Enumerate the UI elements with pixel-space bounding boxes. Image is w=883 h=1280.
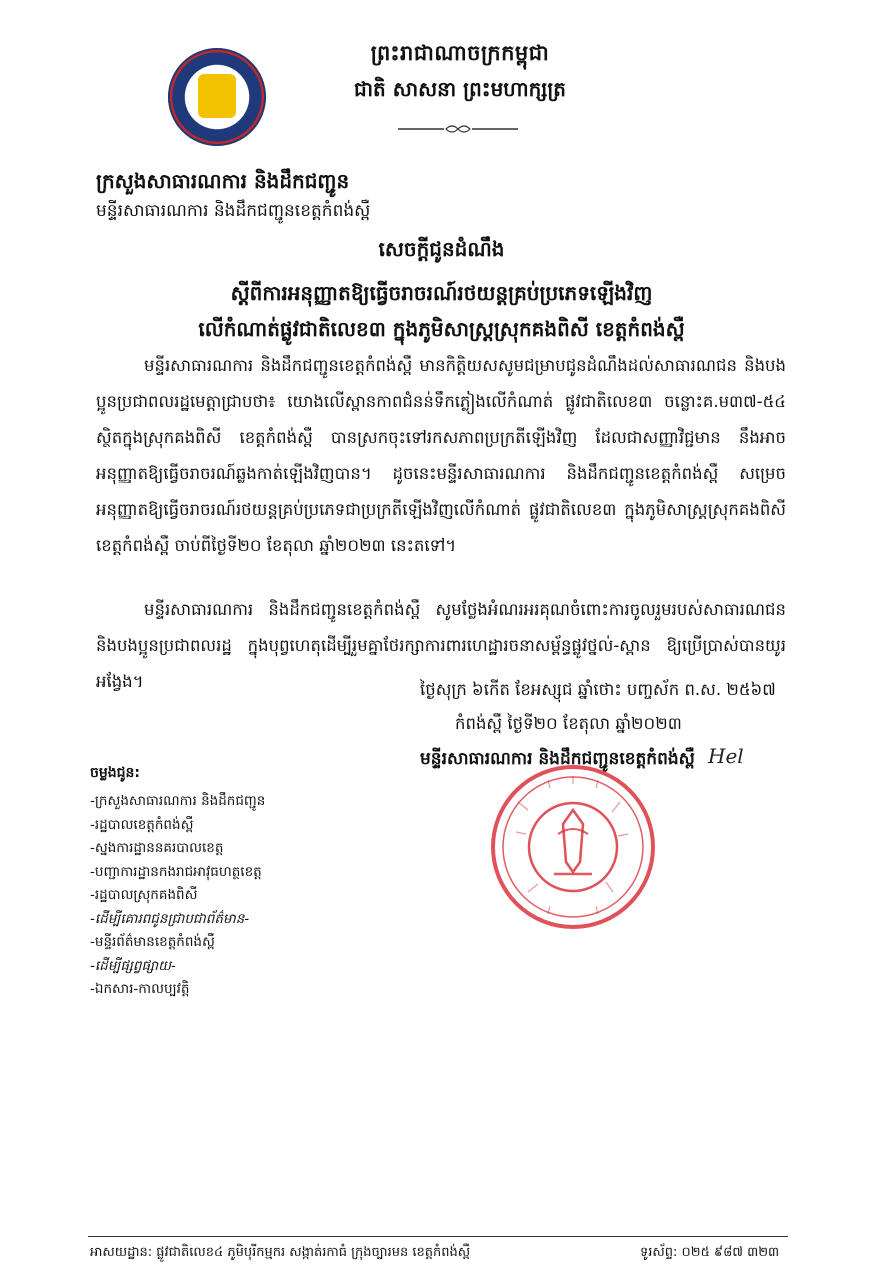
footer-divider xyxy=(88,1236,788,1237)
recipient-item: -ស្នងការដ្ឋាននគរបាលខេត្ត xyxy=(90,840,224,856)
recipient-item: -ឯកសារ-កាលប្បវត្តិ xyxy=(90,981,190,997)
paragraph-1-text: មន្ទីរសាធារណការ និងដឹកជញ្ជូនខេត្តកំពង់ស្ពឺ មានកិត្តិយសសូមជម្រាបជូនដំណឹងដល់សាធារណជន និងបងប្អូនប្រជាពលរដ្ឋមេត្តាជ្រាបថា៖ យោងលើស្ពានកាពជំនន់ទឹកភ្លៀងលើកំណាត់ ផ្លូវជាតិលេខ៣ ចន្លោះគ.ម៣៧-៥៤ ស្ថិតក្នុងស្រុកគងពិសី ខេត្តកំពង់ស្ពឺ បានស្រកចុះទៅរកសភាពប្រក្រតីឡើងវិញ ដែលជាសញ្ញាវិជ្ជមាន នឹងអាចអនុញ្ញាតឱ្យធ្វើចរាចរណ៍ឆ្លងកាត់ឡើងវិញបាន។ ដូចនេះមន្ទីរសាធារណការ និងដឹកជញ្ជូនខេត្តកំពង់ស្ពឺ សម្រេចអនុញ្ញាតឱ្យធ្វើចរាចរណ៍រថយន្តគ្រប់ប្រភេទជាប្រក្រតីឡើងវិញលើកំណាត់ ផ្លូវជាតិលេខ៣ ក្នុងភូមិសាស្ត្រស្រុកគងពិសី ខេត្តកំពង់ស្ពឺ ចាប់ពីថ្ងៃទី២០ ខែតុលា ឆ្នាំ២០២៣ នេះតទៅ។ xyxy=(96,356,786,555)
ministry-logo-icon xyxy=(168,48,266,146)
signatory-office: មន្ទីរសាធារណការ និងដឹកជញ្ជូនខេត្តកំពង់ស្ពឺ xyxy=(420,749,695,769)
recipient-item: -ក្រសួងសាធារណការ និងដឹកជញ្ជូន xyxy=(90,793,266,809)
recipient-item: -មន្ទីរព័ត៌មានខេត្តកំពង់ស្ពឺ xyxy=(90,934,215,950)
ministry-name: ក្រសួងសាធារណការ និងដឹកជញ្ជូន xyxy=(96,169,350,193)
notice-subject-line-1: ស្តីពីការអនុញ្ញាតឱ្យធ្វើចរាចរណ៍រថយន្តគ្រប់ប្រភេទឡើងវិញ xyxy=(230,281,653,305)
kingdom-title: ព្រះរាជាណាចក្រកម្ពុជា xyxy=(370,41,550,65)
notice-title: សេចក្តីជូនដំណឹង xyxy=(378,237,505,261)
recipient-item: -ដើម្បីគោរពជូនជ្រាបជាព័ត៌មាន- xyxy=(90,910,250,927)
lunar-date: ថ្ងៃសុក្រ ៦កើត ខែអស្សុជ ឆ្នាំថោះ បញ្ចស័ក ព.ស. ២៥៦៧ xyxy=(420,680,776,699)
recipient-item: -រដ្ឋបាលស្រុកគងពិសី xyxy=(90,887,198,903)
paragraph-2-text: មន្ទីរសាធារណការ និងដឹកជញ្ជូនខេត្តកំពង់ស្ពឺ សូមថ្លែងអំណរអរគុណចំពោះការចូលរួមរបស់សាធារណជន និងបងប្អូនប្រជាពលរដ្ឋ ក្នុងបុព្វហេតុដើម្បីរួមគ្នាថែរក្សាការពារហេដ្ឋារចនាសម្ព័ន្ធផ្លូវថ្នល់-ស្ពាន ឱ្យប្រើប្រាស់បានយូរអង្វែង។ xyxy=(96,600,786,691)
solar-date: កំពង់ស្ពឺ ថ្ងៃទី២០ ខែតុលា ឆ្នាំ២០២៣ xyxy=(455,714,682,733)
ornament-divider-icon xyxy=(396,122,520,136)
footer-phone: ទូរស័ព្ទ: ០២៥ ៩៨៧ ៣២៣ xyxy=(640,1245,780,1260)
recipients-title: ចម្លងជូន: xyxy=(90,765,141,781)
recipient-item: -រដ្ឋបាលខេត្តកំពង់ស្ពឺ xyxy=(90,816,194,833)
body-paragraph-1 xyxy=(96,348,786,564)
logo-emblem-icon xyxy=(198,74,236,118)
footer-address: អាសយដ្ឋាន: ផ្លូវជាតិលេខ៤ ភូមិបុរីកម្មករ សង្កាត់រកាធំ ក្រុងច្បារមន ខេត្តកំពង់ស្ពឺ xyxy=(90,1245,471,1260)
handwritten-signature: Hel xyxy=(708,744,744,768)
department-name: មន្ទីរសាធារណការ និងដឹកជញ្ជូនខេត្តកំពង់ស្ពឺ xyxy=(96,201,371,221)
recipient-item: -បញ្ជាការដ្ឋានកងរាជអាវុធហត្ថខេត្ត xyxy=(90,863,262,880)
recipient-item: -ដើម្បីផ្សព្វផ្សាយ- xyxy=(90,957,176,974)
official-stamp-icon xyxy=(488,762,658,932)
recipients-list xyxy=(90,790,265,1002)
national-motto: ជាតិ សាសនា ព្រះមហាក្សត្រ xyxy=(354,77,566,101)
notice-subject-line-2: លើកំណាត់ផ្លូវជាតិលេខ៣ ក្នុងភូមិសាស្ត្រស្រុកគងពិសី ខេត្តកំពង់ស្ពឺ xyxy=(198,317,685,341)
